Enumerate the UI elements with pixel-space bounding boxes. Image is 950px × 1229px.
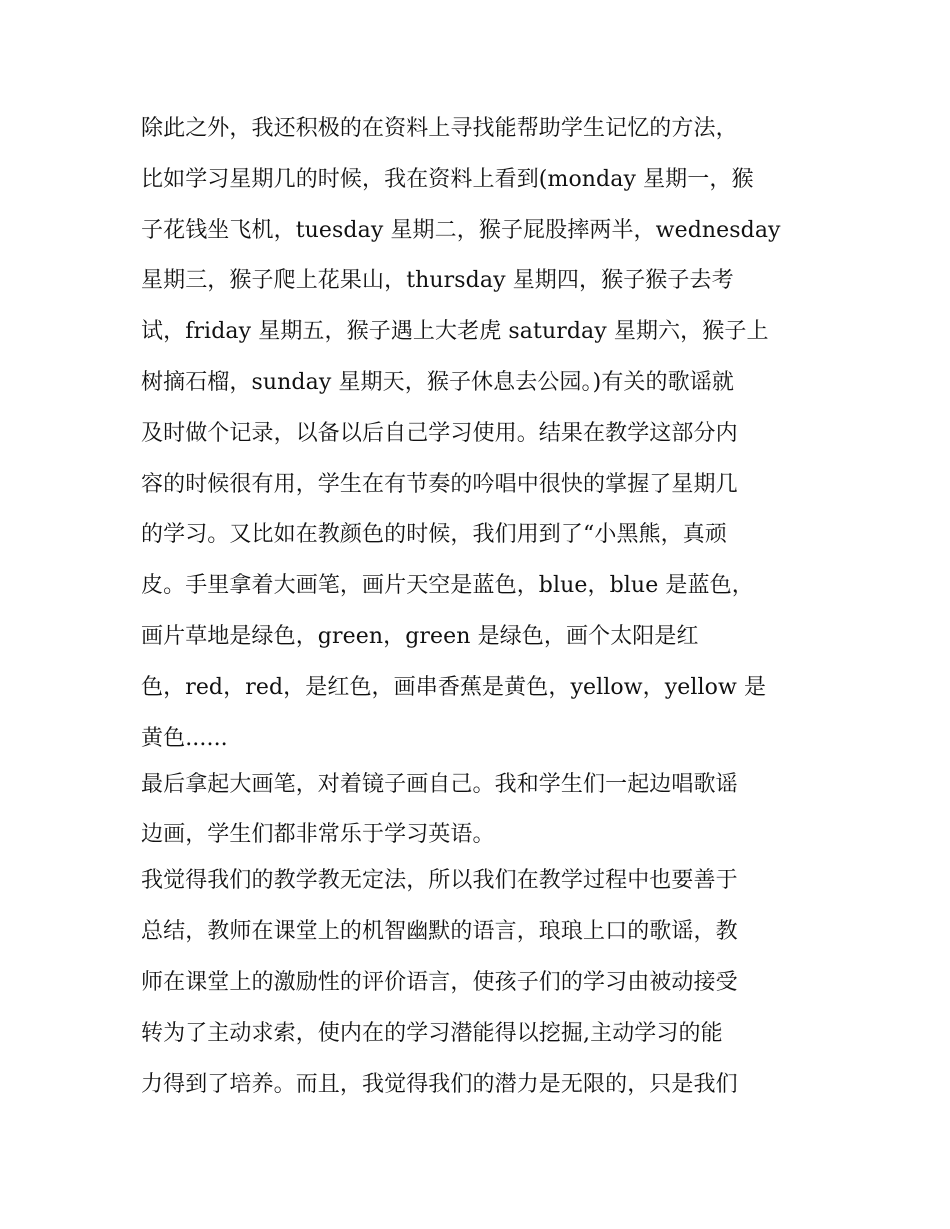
text-line: 转为了主动求索，使内在的学习潜能得以挖掘,主动学习的能 <box>141 1020 723 1046</box>
text-line: 星期三，猴子爬上花果山，thursday 星期四，猴子猴子去考 <box>141 268 734 294</box>
text-line: 比如学习星期几的时候，我在资料上看到(monday 星期一，猴 <box>141 166 754 192</box>
text-line: 总结，教师在课堂上的机智幽默的语言，琅琅上口的歌谣，教 <box>141 919 738 945</box>
text-line: 边画，学生们都非常乐于学习英语。 <box>141 822 495 848</box>
text-line: 师在课堂上的激励性的评价语言，使孩子们的学习由被动接受 <box>141 969 738 995</box>
text-line: 子花钱坐飞机，tuesday 星期二，猴子屁股摔两半，wednesday <box>141 217 781 243</box>
text-line: 力得到了培养。而且，我觉得我们的潜力是无限的，只是我们 <box>141 1071 738 1097</box>
text-line: 我觉得我们的教学教无定法，所以我们在教学过程中也要善于 <box>141 868 738 894</box>
text-line: 最后拿起大画笔，对着镜子画自己。我和学生们一起边唱歌谣 <box>141 771 738 797</box>
text-line: 皮。手里拿着大画笔，画片天空是蓝色，blue，blue 是蓝色， <box>141 573 754 599</box>
text-line: 色，red，red，是红色，画串香蕉是黄色，yellow，yellow 是 <box>141 674 767 700</box>
text-line: 的学习。又比如在教颜色的时候，我们用到了“小黑熊，真顽 <box>141 522 727 548</box>
text-line: 除此之外，我还积极的在资料上寻找能帮助学生记忆的方法， <box>141 116 738 141</box>
text-line: 树摘石榴，sunday 星期天，猴子休息去公园。)有关的歌谣就 <box>141 369 734 395</box>
text-line: 试，friday 星期五，猴子遇上大老虎 saturday 星期六，猴子上 <box>141 319 769 345</box>
text-line: 黄色...... <box>141 725 228 751</box>
text-line: 及时做个记录，以备以后自己学习使用。结果在教学这部分内 <box>141 420 738 446</box>
text-line: 容的时候很有用，学生在有节奏的吟唱中很快的掌握了星期几 <box>141 471 738 497</box>
body-text <box>141 108 821 1114</box>
text-line: 画片草地是绿色，green，green 是绿色，画个太阳是红 <box>141 623 699 649</box>
